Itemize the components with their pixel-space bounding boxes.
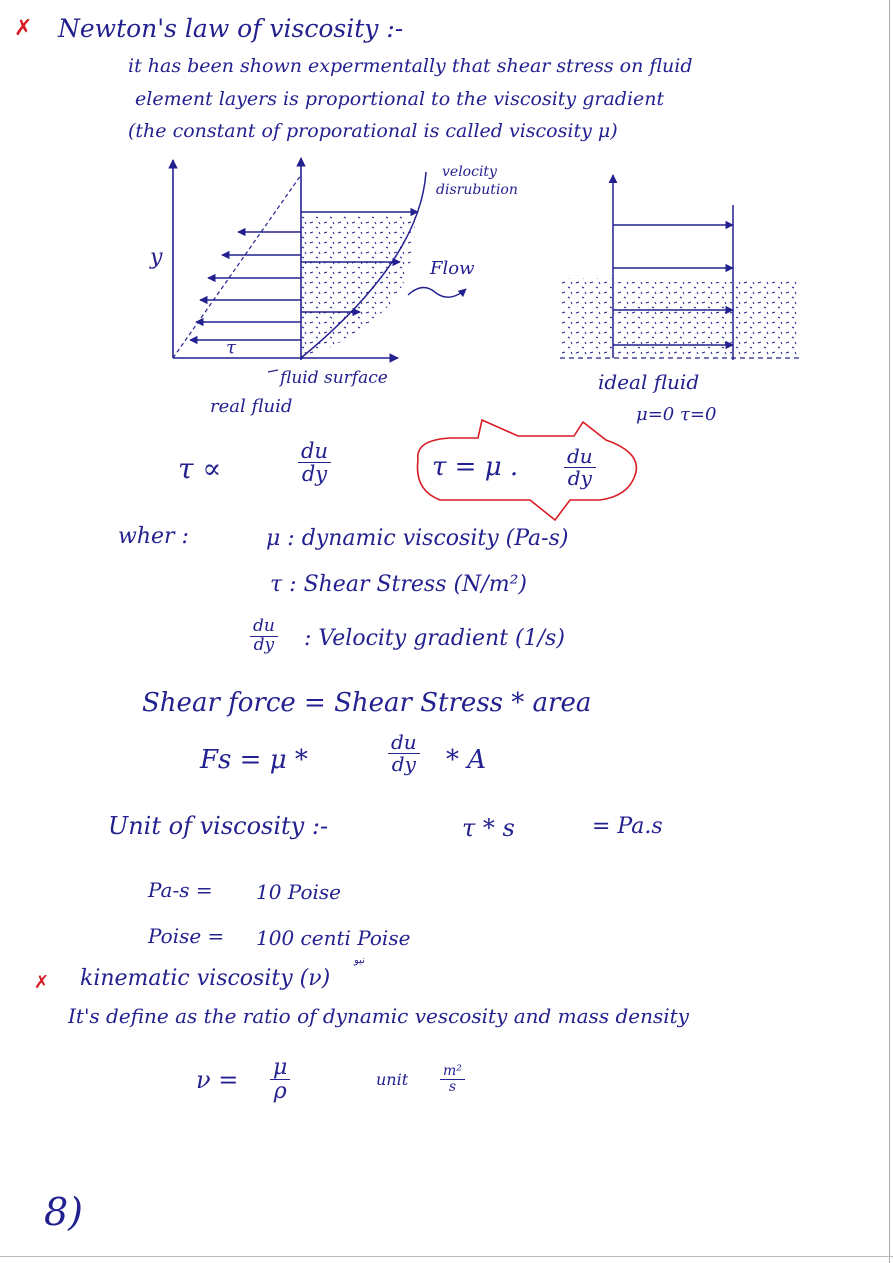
kinematic-marker-icon: ✗	[34, 972, 50, 993]
ideal-fluid-condition: μ=0 τ=0	[636, 404, 717, 425]
gradient-den: dy	[253, 634, 275, 655]
nu-fraction	[270, 1056, 290, 1103]
page-edge-line	[889, 0, 890, 1263]
velocity-label-2: disrubution	[436, 182, 518, 198]
nu-unit-den: s	[448, 1078, 457, 1095]
page-bottom-line	[0, 1256, 893, 1257]
gradient-fraction	[250, 618, 278, 655]
kinematic-nu-note: نيو	[354, 955, 365, 966]
unit-viscosity-label: Unit of viscosity :-	[108, 812, 329, 840]
kinematic-title: kinematic viscosity (ν)	[80, 966, 331, 991]
real-fluid-caption: real fluid	[210, 396, 293, 417]
shear-equation-left: τ = μ .	[432, 452, 519, 482]
conversion-1-right: 10 Poise	[256, 880, 341, 904]
shear-equation-num: du	[564, 446, 596, 468]
fs-equation-right: * A	[446, 745, 487, 775]
fs-fraction	[388, 732, 420, 775]
shear-equation-fraction	[564, 446, 596, 489]
fs-num: du	[388, 732, 420, 754]
flow-diagrams	[0, 0, 893, 440]
nu-den: ρ	[273, 1079, 287, 1105]
mu-definition: μ : dynamic viscosity (Pa-s)	[266, 526, 569, 551]
y-axis-label: y	[150, 245, 163, 270]
nu-num: μ	[270, 1056, 290, 1080]
fs-equation-left: Fs = μ *	[200, 745, 308, 775]
unit-viscosity-result: = Pa.s	[592, 814, 663, 839]
ideal-fluid-diagram	[560, 175, 800, 360]
shear-equation-den: dy	[567, 466, 592, 490]
nu-unit-num: m²	[440, 1064, 465, 1080]
nu-equation-left: ν =	[196, 1066, 239, 1094]
nu-unit-fraction	[440, 1064, 465, 1094]
gradient-num: du	[250, 618, 278, 637]
tau-definition: τ : Shear Stress (N/m²)	[270, 572, 527, 597]
intro-line-1: it has been shown expermentally that shear stress on fluid	[128, 55, 693, 77]
proportional-num: du	[298, 440, 331, 463]
shear-force-line: Shear force = Shear Stress * area	[142, 688, 592, 718]
intro-line-3: (the constant of proporational is called viscosity μ)	[128, 120, 618, 142]
fs-den: dy	[391, 752, 416, 776]
page-number: 8)	[44, 1190, 84, 1234]
proportional-relation: τ ∝	[178, 452, 222, 485]
proportional-den: dy	[301, 462, 328, 487]
where-label: wher :	[118, 524, 189, 549]
conversion-2-left: Poise =	[148, 924, 225, 948]
nu-unit-label: unit	[376, 1070, 409, 1089]
velocity-label-1: velocity	[442, 164, 497, 180]
proportional-fraction	[298, 440, 331, 485]
unit-viscosity-expr: τ * s	[462, 814, 515, 842]
real-fluid-diagram	[173, 158, 466, 372]
flow-label: Flow	[430, 258, 475, 279]
conversion-1-left: Pa-s =	[148, 878, 213, 902]
ideal-fluid-caption: ideal fluid	[598, 370, 700, 394]
page-title: Newton's law of viscosity :-	[58, 14, 404, 43]
kinematic-definition: It's define as the ratio of dynamic vescosity and mass density	[68, 1004, 689, 1028]
gradient-definition: : Velocity gradient (1/s)	[304, 626, 565, 651]
heading-marker-icon: ✗	[14, 16, 33, 41]
conversion-2-right: 100 centi Poise	[256, 926, 411, 950]
tau-axis-label: τ	[226, 337, 236, 358]
intro-line-2: element layers is proportional to the viscosity gradient	[135, 88, 665, 110]
fluid-surface-label: fluid surface	[280, 368, 388, 388]
